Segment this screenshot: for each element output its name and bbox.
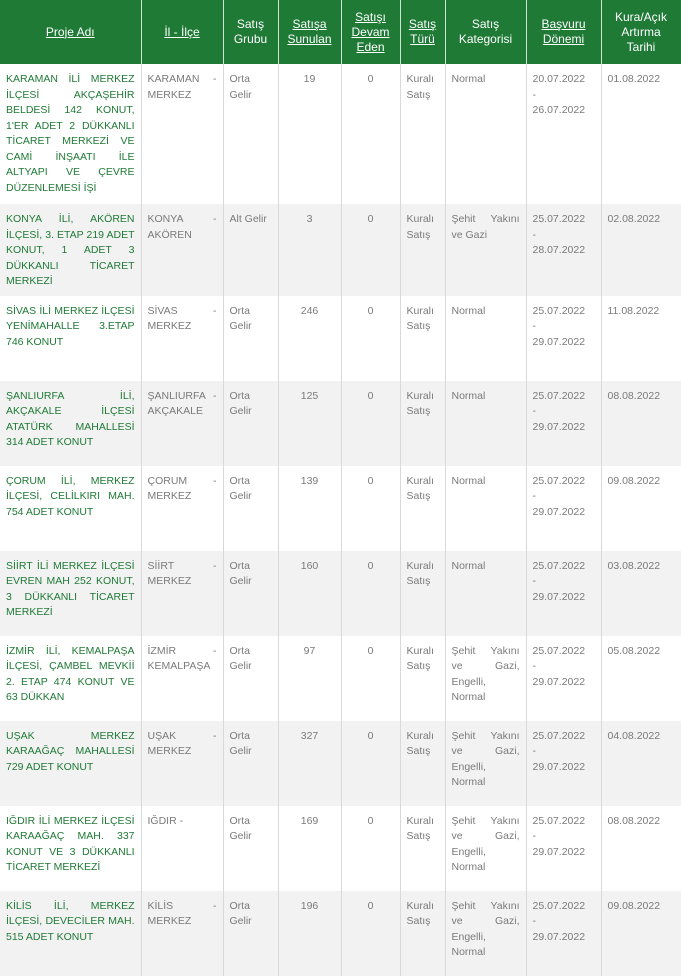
sales-group-cell: Orta Gelir (223, 551, 278, 636)
application-period-cell (526, 204, 601, 296)
header-il-ilce-label[interactable]: İl - İlçe (164, 24, 200, 39)
header-basvuru-donemi[interactable] (526, 0, 601, 64)
sales-category-cell: Normal (445, 466, 526, 551)
project-name-cell[interactable]: SİVAS İLİ MERKEZ İLÇESİ YENİMAHALLE 3.ETAP 746 KONUT (0, 296, 141, 381)
application-date-separator: - (532, 88, 536, 101)
ongoing-count-cell: 0 (341, 466, 400, 551)
location-cell: KARAMAN - MERKEZ (141, 64, 223, 204)
draw-date-cell: 08.08.2022 (601, 806, 681, 891)
project-name-cell[interactable]: İZMİR İLİ, KEMALPAŞA İLÇESİ, ÇAMBEL MEVKİİ 2. ETAP 474 KONUT VE 63 DÜKKAN (0, 636, 141, 721)
sales-category-cell: Şehit Yakını ve Gazi, Engelli, Normal (445, 806, 526, 891)
project-name-cell[interactable]: KARAMAN İLİ MERKEZ İLÇESİ AKÇAŞEHİR BELDESİ 142 KONUT, 1'ER ADET 2 DÜKKANLI TİCARET MERKEZİ VE CAMİ İNŞAATI İLE ALTYAPI VE ÇEVRE DÜZENLEMESİ İŞİ (0, 64, 141, 204)
application-period-cell (526, 721, 601, 806)
sales-type-cell: Kuralı Satış (400, 296, 445, 381)
header-kura-tarihi (601, 0, 681, 64)
application-date-separator: - (532, 830, 536, 842)
location-cell: ÇORUM - MERKEZ (141, 466, 223, 551)
sales-group-cell: Orta Gelir (223, 891, 278, 976)
application-period-cell (526, 64, 601, 204)
offered-count-cell: 160 (278, 551, 341, 636)
application-start-date: 25.07.2022 (532, 559, 586, 572)
location-cell: UŞAK - MERKEZ (141, 721, 223, 806)
header-proje-adi-label[interactable]: Proje Adı (45, 24, 95, 39)
draw-date-cell: 09.08.2022 (601, 891, 681, 976)
location-cell: IĞDIR - (141, 806, 223, 891)
sales-type-cell: Kuralı Satış (400, 721, 445, 806)
ongoing-count-cell: 0 (341, 296, 400, 381)
project-name-cell[interactable]: ŞANLIURFA İLİ, AKÇAKALE İLÇESİ ATATÜRK MAHALLESİ 314 ADET KONUT (0, 381, 141, 466)
offered-count-cell: 19 (278, 64, 341, 204)
sales-group-cell: Orta Gelir (223, 806, 278, 891)
header-satisa-sunulan-label[interactable]: Satışa Sunulan (287, 17, 332, 46)
application-period-cell (526, 551, 601, 636)
offered-count-cell: 139 (278, 466, 341, 551)
ongoing-count-cell: 0 (341, 636, 400, 721)
application-date-separator: - (532, 915, 536, 927)
application-start-date: 25.07.2022 (532, 644, 586, 657)
project-name-cell[interactable]: KONYA İLİ, AKÖREN İLÇESİ, 3. ETAP 219 ADET KONUT, 1 ADET 3 DÜKKANLI TİCARET MERKEZİ (0, 204, 141, 296)
sales-category-cell: Normal (445, 296, 526, 381)
application-end-date: 28.07.2022 (532, 244, 586, 256)
header-satisi-devam-eden[interactable] (341, 0, 400, 64)
application-start-date: 25.07.2022 (532, 814, 586, 827)
application-end-date: 29.07.2022 (532, 845, 586, 858)
application-date-separator: - (532, 575, 536, 587)
ongoing-count-cell: 0 (341, 64, 400, 204)
application-date-separator: - (532, 405, 536, 417)
project-name-cell[interactable]: IĞDIR İLİ MERKEZ İLÇESİ KARAAĞAÇ MAH. 337 KONUT VE 3 DÜKKANLI TİCARET MERKEZİ (0, 806, 141, 891)
sales-type-cell: Kuralı Satış (400, 381, 445, 466)
offered-count-cell: 125 (278, 381, 341, 466)
sales-group-cell: Orta Gelir (223, 721, 278, 806)
sales-group-cell: Orta Gelir (223, 636, 278, 721)
table-row (0, 466, 681, 551)
draw-date-cell: 08.08.2022 (601, 381, 681, 466)
ongoing-count-cell: 0 (341, 891, 400, 976)
draw-date-cell: 04.08.2022 (601, 721, 681, 806)
header-satis-grubu (223, 0, 278, 64)
application-start-date: 20.07.2022 (532, 73, 586, 85)
header-basvuru-donemi-label[interactable]: Başvuru Dönemi (541, 17, 586, 46)
header-proje-adi[interactable] (0, 0, 141, 64)
application-period-cell (526, 636, 601, 721)
draw-date-cell: 03.08.2022 (601, 551, 681, 636)
sales-type-cell: Kuralı Satış (400, 204, 445, 296)
header-satis-grubu-label: Satış Grubu (233, 17, 268, 46)
ongoing-count-cell: 0 (341, 381, 400, 466)
table-row (0, 64, 681, 204)
ongoing-count-cell: 0 (341, 721, 400, 806)
offered-count-cell: 3 (278, 204, 341, 296)
sales-category-cell: Normal (445, 551, 526, 636)
table-row (0, 891, 681, 976)
sales-type-cell: Kuralı Satış (400, 636, 445, 721)
application-start-date: 25.07.2022 (532, 304, 586, 317)
application-end-date: 26.07.2022 (532, 104, 586, 116)
application-end-date: 29.07.2022 (532, 930, 586, 943)
sales-category-cell: Şehit Yakını ve Gazi, Engelli, Normal (445, 721, 526, 806)
application-date-separator: - (532, 320, 536, 332)
application-end-date: 29.07.2022 (532, 335, 586, 348)
application-date-separator: - (532, 490, 536, 502)
location-cell: KONYA - AKÖREN (141, 204, 223, 296)
sales-group-cell: Orta Gelir (223, 381, 278, 466)
application-date-separator: - (532, 228, 536, 241)
table-header (0, 0, 681, 64)
application-date-separator: - (532, 660, 536, 672)
application-period-cell (526, 296, 601, 381)
draw-date-cell: 11.08.2022 (601, 296, 681, 381)
table-row (0, 721, 681, 806)
application-period-cell (526, 806, 601, 891)
location-cell: KİLİS - MERKEZ (141, 891, 223, 976)
application-start-date: 25.07.2022 (532, 899, 586, 912)
application-end-date: 29.07.2022 (532, 420, 586, 433)
draw-date-cell: 09.08.2022 (601, 466, 681, 551)
header-satis-turu-label[interactable]: Satış Türü (408, 17, 437, 46)
sales-category-cell: Şehit Yakını ve Gazi, Engelli, Normal (445, 636, 526, 721)
project-name-cell[interactable]: KİLİS İLİ, MERKEZ İLÇESİ, DEVECİLER MAH. 515 ADET KONUT (0, 891, 141, 976)
application-period-cell (526, 466, 601, 551)
offered-count-cell: 196 (278, 891, 341, 976)
sales-group-cell: Orta Gelir (223, 296, 278, 381)
sales-type-cell: Kuralı Satış (400, 891, 445, 976)
table-row (0, 381, 681, 466)
sales-type-cell: Kuralı Satış (400, 551, 445, 636)
application-date-separator: - (532, 745, 536, 757)
draw-date-cell: 02.08.2022 (601, 204, 681, 296)
sales-category-cell: Şehit Yakını ve Gazi (445, 204, 526, 296)
ongoing-count-cell: 0 (341, 806, 400, 891)
application-period-cell (526, 891, 601, 976)
sales-type-cell: Kuralı Satış (400, 64, 445, 204)
header-satis-turu[interactable] (400, 0, 445, 64)
sales-group-cell: Alt Gelir (223, 204, 278, 296)
location-cell: İZMİR - KEMALPAŞA (141, 636, 223, 721)
application-start-date: 25.07.2022 (532, 474, 586, 487)
project-name-cell[interactable]: UŞAK MERKEZ KARAAĞAÇ MAHALLESİ 729 ADET KONUT (0, 721, 141, 806)
table-row (0, 551, 681, 636)
offered-count-cell: 327 (278, 721, 341, 806)
application-end-date: 29.07.2022 (532, 590, 586, 603)
draw-date-cell: 01.08.2022 (601, 64, 681, 204)
sales-category-cell: Normal (445, 381, 526, 466)
location-cell: SİVAS - MERKEZ (141, 296, 223, 381)
header-satisi-devam-eden-label[interactable]: Satışı Devam Eden (351, 9, 390, 54)
application-end-date: 29.07.2022 (532, 675, 586, 688)
table-row (0, 296, 681, 381)
ongoing-count-cell: 0 (341, 204, 400, 296)
sales-group-cell: Orta Gelir (223, 466, 278, 551)
sales-type-cell: Kuralı Satış (400, 806, 445, 891)
header-satis-kategorisi-label: Satış Kategorisi (458, 17, 513, 46)
offered-count-cell: 246 (278, 296, 341, 381)
application-start-date: 25.07.2022 (532, 389, 586, 402)
header-satis-kategorisi (445, 0, 526, 64)
table-row (0, 636, 681, 721)
project-name-cell[interactable]: ÇORUM İLİ, MERKEZ İLÇESİ, CELİLKIRI MAH. 754 ADET KONUT (0, 466, 141, 551)
header-kura-tarihi-label: Kura/Açık Artırma Tarihi (614, 9, 668, 54)
header-il-ilce[interactable] (141, 0, 223, 64)
application-start-date: 25.07.2022 (532, 213, 586, 225)
table-row (0, 806, 681, 891)
sales-category-cell: Şehit Yakını ve Gazi, Engelli, Normal (445, 891, 526, 976)
application-start-date: 25.07.2022 (532, 729, 586, 742)
sales-category-cell: Normal (445, 64, 526, 204)
application-end-date: 29.07.2022 (532, 760, 586, 773)
project-name-cell[interactable]: SİİRT İLİ MERKEZ İLÇESİ EVREN MAH 252 KONUT, 3 DÜKKANLI TİCARET MERKEZİ (0, 551, 141, 636)
table-body (0, 64, 681, 976)
offered-count-cell: 169 (278, 806, 341, 891)
location-cell: SİİRT - MERKEZ (141, 551, 223, 636)
application-period-cell (526, 381, 601, 466)
application-end-date: 29.07.2022 (532, 505, 586, 518)
header-satisa-sunulan[interactable] (278, 0, 341, 64)
table-row (0, 204, 681, 296)
ongoing-count-cell: 0 (341, 551, 400, 636)
sales-type-cell: Kuralı Satış (400, 466, 445, 551)
location-cell: ŞANLIURFA - AKÇAKALE (141, 381, 223, 466)
draw-date-cell: 05.08.2022 (601, 636, 681, 721)
sales-group-cell: Orta Gelir (223, 64, 278, 204)
offered-count-cell: 97 (278, 636, 341, 721)
